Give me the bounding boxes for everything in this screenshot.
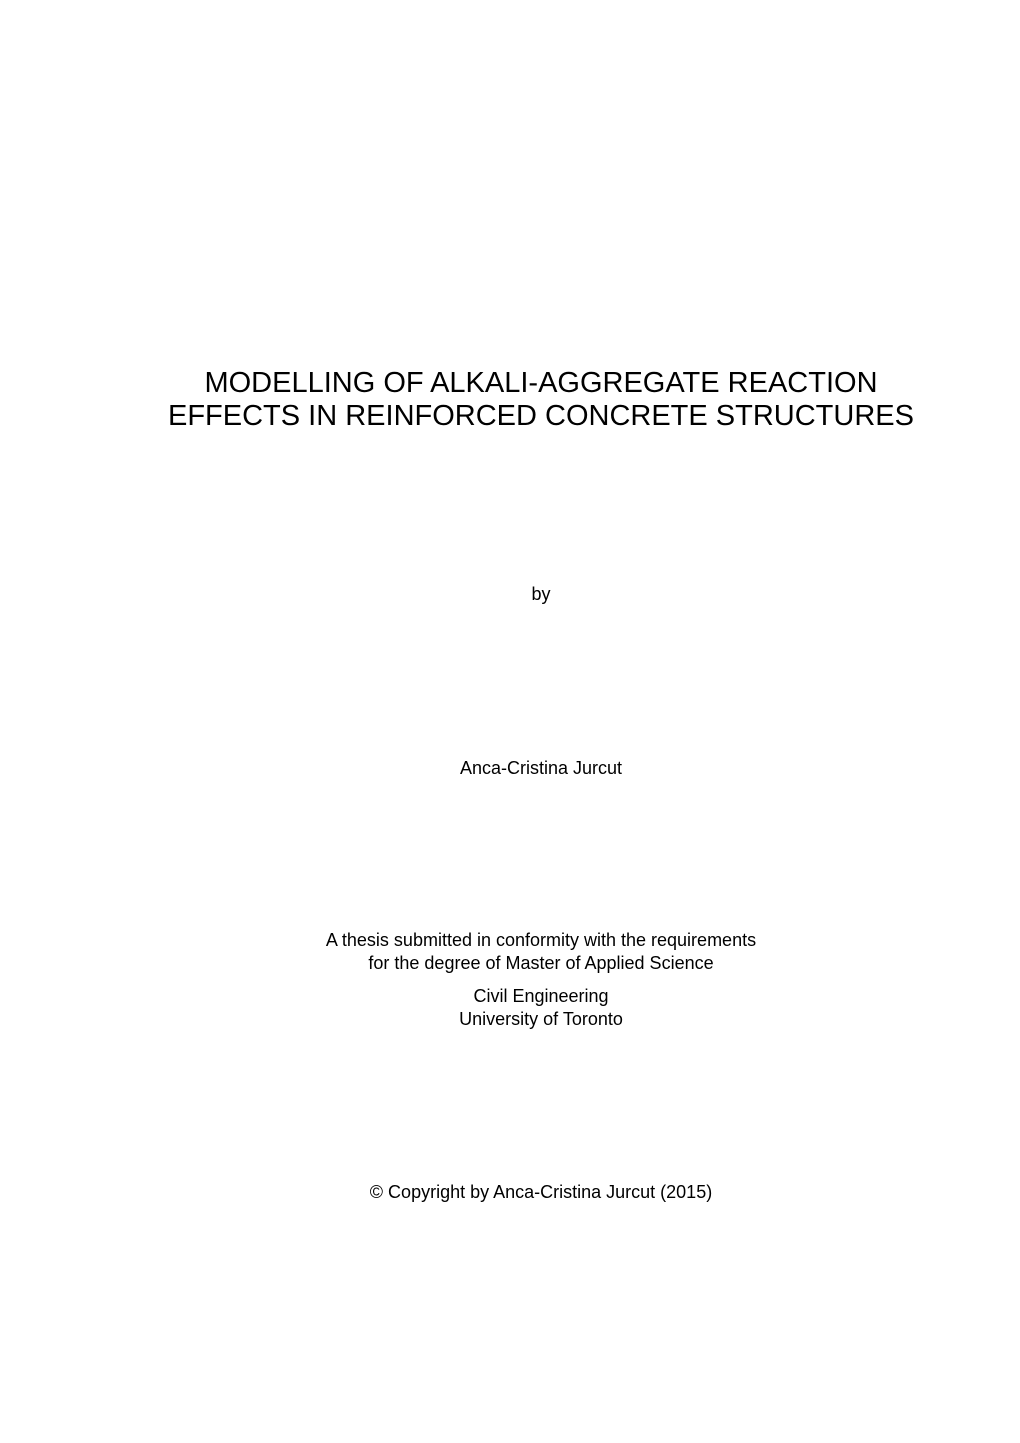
university-name: University of Toronto	[459, 1009, 623, 1029]
by-label: by	[531, 584, 551, 604]
thesis-title-line-1: MODELLING OF ALKALI-AGGREGATE REACTION	[204, 367, 878, 399]
department-name: Civil Engineering	[473, 986, 609, 1006]
thesis-title-line-2: EFFECTS IN REINFORCED CONCRETE STRUCTURES	[168, 400, 914, 432]
author-name: Anca-Cristina Jurcut	[459, 758, 623, 778]
copyright-notice: © Copyright by Anca-Cristina Jurcut (2015)	[369, 1182, 713, 1202]
submission-statement-line-2: for the degree of Master of Applied Science	[368, 953, 714, 973]
submission-statement-line-1: A thesis submitted in conformity with the requirements	[325, 930, 757, 950]
